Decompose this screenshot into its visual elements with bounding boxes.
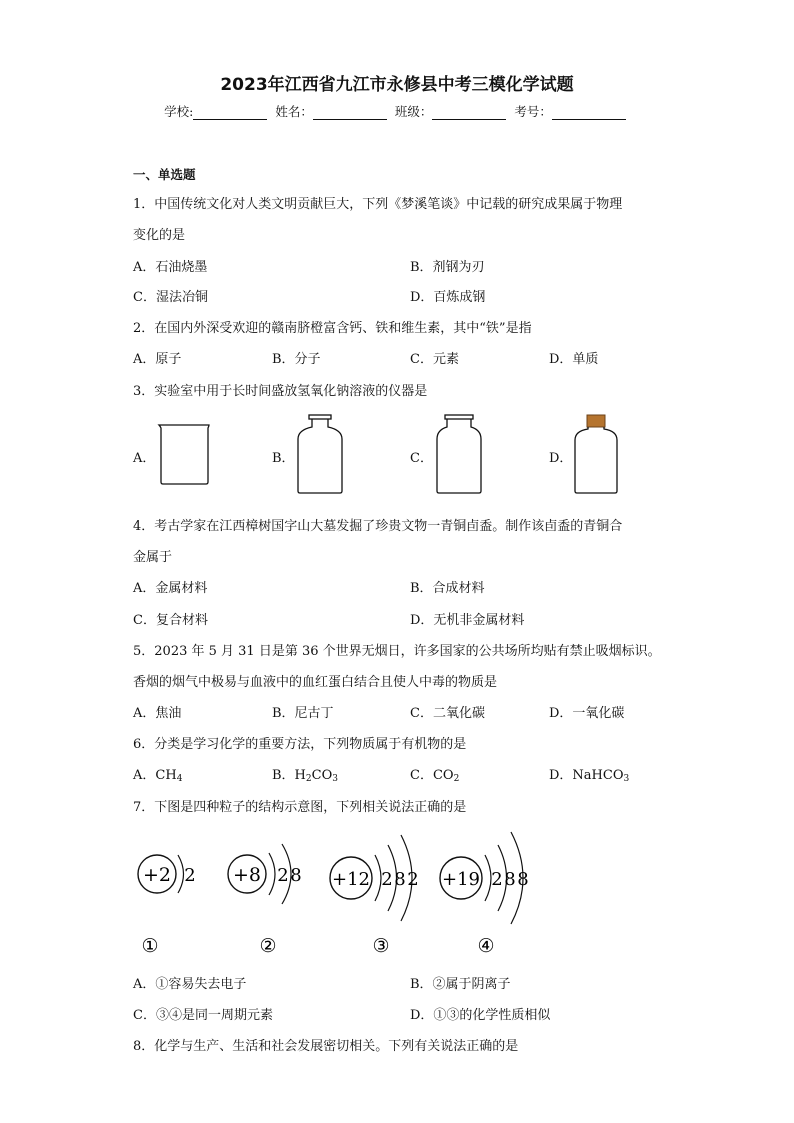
section-title: 一、单选题 xyxy=(133,167,196,182)
q7-option-c[interactable]: C．③④是同一周期元素 xyxy=(133,1008,273,1023)
particle-3-shell-3-count: 2 xyxy=(407,869,419,890)
q4-option-b[interactable]: B．合成材料 xyxy=(410,581,485,596)
q6-b-sub1: 2 xyxy=(305,774,312,784)
class-label: 班级： xyxy=(394,104,433,119)
particle-4-nucleus: +19 xyxy=(442,869,480,890)
q2-option-d[interactable]: D．单质 xyxy=(549,352,599,367)
particle-2-shell-1 xyxy=(269,853,275,895)
school-label: 学校: xyxy=(164,104,194,119)
particle-4-shell-1-count: 2 xyxy=(491,869,503,890)
particle-3-shell-1 xyxy=(375,855,381,901)
beaker-icon xyxy=(157,422,213,486)
particle-2-shell-1-count: 2 xyxy=(277,865,289,886)
q3-option-c[interactable]: C． xyxy=(410,451,433,466)
particle-4 xyxy=(440,832,529,957)
q1-option-d[interactable]: D．百炼成钢 xyxy=(410,290,486,305)
q3-option-b[interactable]: B． xyxy=(272,451,295,466)
particle-2-shell-2-count: 8 xyxy=(290,865,302,886)
q5-option-c[interactable]: C．二氧化碳 xyxy=(410,706,485,721)
particle-3 xyxy=(330,835,419,957)
q1-stem-line2: 变化的是 xyxy=(133,228,186,243)
particle-4-label: ④ xyxy=(477,935,495,957)
q6-c-sub: 2 xyxy=(453,774,460,784)
particle-3-label: ③ xyxy=(372,935,390,957)
q7-option-a[interactable]: A．①容易失去电子 xyxy=(133,977,247,992)
number-blank[interactable] xyxy=(552,106,626,120)
q4-stem-line2: 金属于 xyxy=(133,550,173,565)
q6-b-text: B．H xyxy=(272,768,306,783)
particle-1-nucleus: +2 xyxy=(142,864,172,886)
q6-b-sub2: 3 xyxy=(332,774,338,784)
q6-d-sub: 3 xyxy=(623,774,630,784)
wide-mouth-bottle-icon xyxy=(433,413,485,495)
name-label: 姓名： xyxy=(275,104,313,119)
q3-option-a[interactable]: A． xyxy=(133,451,156,466)
particle-4-shell-3-count: 8 xyxy=(517,869,529,890)
q1-option-a[interactable]: A．石油烧墨 xyxy=(133,260,208,275)
q2-option-b[interactable]: B．分子 xyxy=(272,352,321,367)
q7-option-b[interactable]: B．②属于阴离子 xyxy=(410,977,511,992)
q4-option-c[interactable]: C．复合材料 xyxy=(133,613,208,628)
q8-stem: 8．化学与生产、生活和社会发展密切相关。下列有关说法正确的是 xyxy=(133,1039,519,1054)
particle-1-shell-1 xyxy=(178,855,184,893)
particle-3-nucleus: +12 xyxy=(332,869,370,890)
q6-stem: 6．分类是学习化学的重要方法，下列物质属于有机物的是 xyxy=(133,737,467,752)
q6-option-d[interactable] xyxy=(549,764,629,784)
q3-stem: 3．实验室中用于长时间盛放氢氧化钠溶液的仪器是 xyxy=(133,384,428,399)
name-blank[interactable] xyxy=(313,106,387,120)
q6-c-text: C．CO xyxy=(410,768,454,783)
page-title: 2023年江西省九江市永修县中考三模化学试题 xyxy=(220,75,574,95)
q6-option-b[interactable] xyxy=(272,764,338,784)
class-blank[interactable] xyxy=(432,106,506,120)
particle-1-label: ① xyxy=(141,935,159,957)
particle-2 xyxy=(228,844,302,957)
particle-3-shell-1-count: 2 xyxy=(381,869,393,890)
q6-d-text: D．NaHCO xyxy=(549,768,624,783)
particle-4-shell-2-count: 8 xyxy=(504,869,516,890)
q5-stem-line2: 香烟的烟气中极易与血液中的血红蛋白结合且使人中毒的物质是 xyxy=(133,675,498,690)
q1-option-c[interactable]: C．湿法冶铜 xyxy=(133,290,208,305)
q7-option-d[interactable]: D．①③的化学性质相似 xyxy=(410,1008,551,1023)
q5-stem-line1: 5．2023 年 5 月 31 日是第 36 个世界无烟日，许多国家的公共场所均贴有禁止吸烟标识。 xyxy=(133,644,661,659)
particle-1 xyxy=(138,855,196,957)
q6-a-sub: 4 xyxy=(176,774,183,784)
q2-option-a[interactable]: A．原子 xyxy=(133,352,182,367)
q4-stem-line1: 4．考古学家在江西樟树国字山大墓发掘了珍贵文物一青铜卣盉。制作该卣盉的青铜合 xyxy=(133,519,623,534)
q6-option-a[interactable] xyxy=(133,764,182,784)
q5-option-d[interactable]: D．一氧化碳 xyxy=(549,706,625,721)
q1-stem-line1: 1．中国传统文化对人类文明贡献巨大，下列《梦溪笔谈》中记载的研究成果属于物理 xyxy=(133,197,623,212)
particle-2-label: ② xyxy=(259,935,277,957)
q6-option-c[interactable] xyxy=(410,764,459,784)
q5-option-b[interactable]: B．尼古丁 xyxy=(272,706,334,721)
q4-option-a[interactable]: A．金属材料 xyxy=(133,581,208,596)
q6-a-text: A．CH xyxy=(133,768,177,783)
school-blank[interactable] xyxy=(193,106,267,120)
particle-1-shell-1-count: 2 xyxy=(184,865,196,886)
atomic-structure-diagram xyxy=(125,820,545,960)
number-label: 考号： xyxy=(514,104,552,119)
q6-b-mid: CO xyxy=(311,768,333,783)
q5-option-a[interactable]: A．焦油 xyxy=(133,706,182,721)
student-info-line xyxy=(0,102,794,120)
q2-stem: 2．在国内外深受欢迎的赣南脐橙富含钙、铁和维生素，其中“铁”是指 xyxy=(133,321,532,336)
q4-option-d[interactable]: D．无机非金属材料 xyxy=(410,613,525,628)
particle-3-shell-2-count: 8 xyxy=(394,869,406,890)
q7-stem: 7．下图是四种粒子的结构示意图，下列相关说法正确的是 xyxy=(133,800,467,815)
narrow-mouth-bottle-icon xyxy=(294,413,346,495)
q3-option-d[interactable]: D． xyxy=(549,451,573,466)
q1-option-b[interactable]: B．剂钢为刃 xyxy=(410,260,485,275)
particle-2-nucleus: +8 xyxy=(232,864,262,886)
particle-4-shell-1 xyxy=(485,855,491,901)
q2-option-c[interactable]: C．元素 xyxy=(410,352,459,367)
corked-bottle-icon xyxy=(571,413,621,495)
